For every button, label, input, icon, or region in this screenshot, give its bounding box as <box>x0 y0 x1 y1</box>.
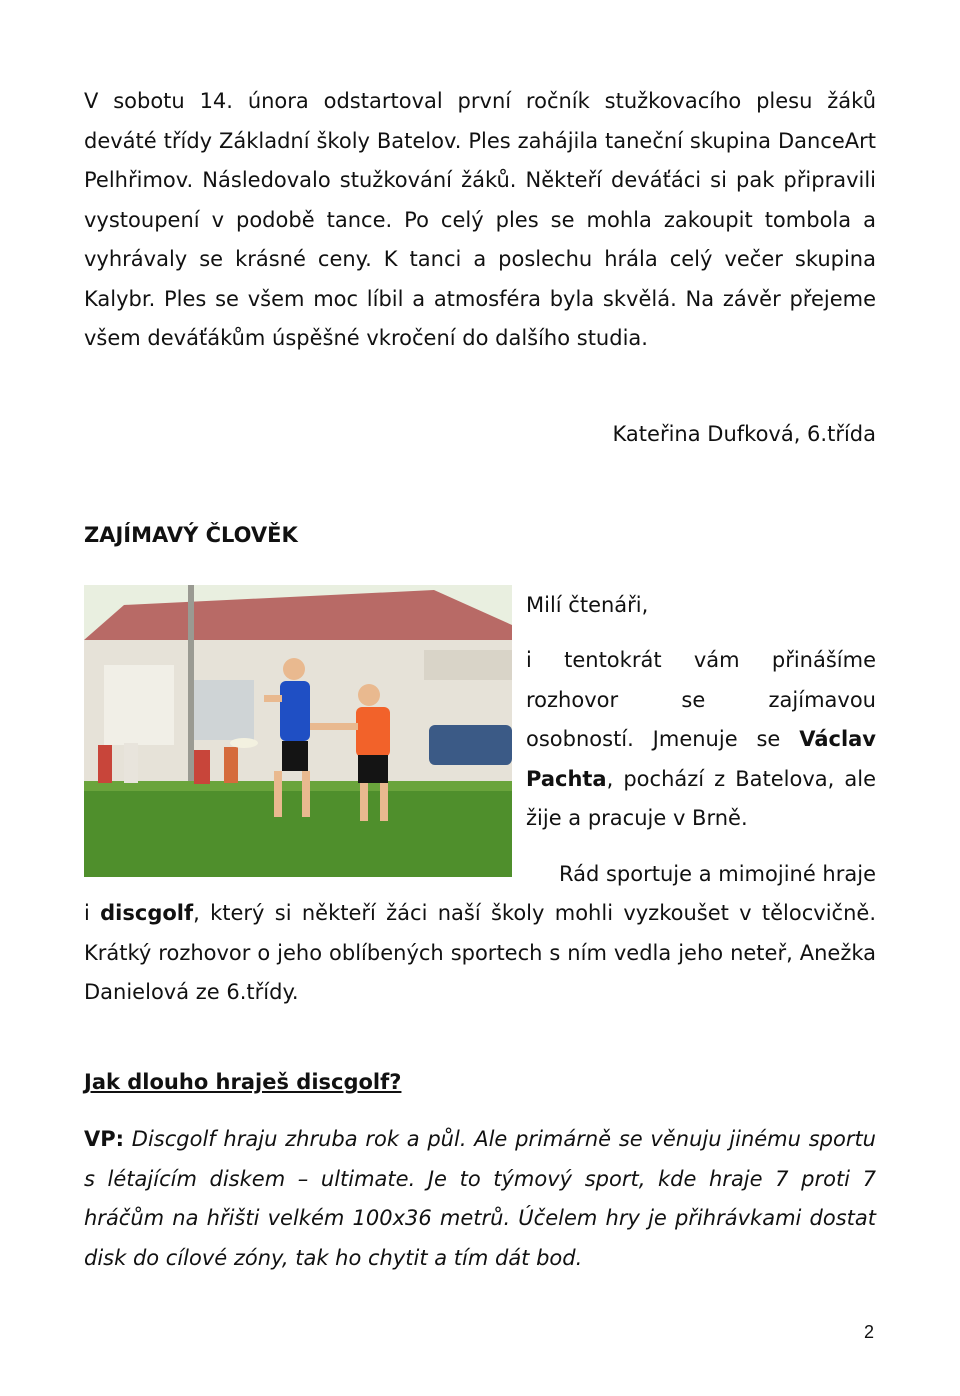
greeting: Milí čtenáři, <box>526 593 649 617</box>
article-author: Kateřina Dufková, 6.třída <box>612 422 876 446</box>
sport-rest: , který si někteří žáci naší školy mohli vyzkoušet v tělocvičně. Krátký rozhovor o jeho oblíbených sportech s ním vedla jeho neteř, Anežka Danielová ze 6.třídy. <box>84 901 876 1004</box>
article-intro: V sobotu 14. února odstartoval první ročník stužkovacího plesu žáků deváté třídy Základní školy Batelov. Ples zahájila taneční skupina DanceArt Pelhřimov. Následovalo stužkování žáků. Někteří deváťáci si pak připravili vystoupení v podobě tance. Po celý ples se mohla zakoupit tombola a vyhrávaly se krásné ceny. K tanci a poslechu hrála celý večer skupina Kalybr. Ples se všem moc líbil a atmosféra byla skvělá. Na závěr přejeme všem deváťákům úspěšné vkročení do dalšího studia. <box>84 89 876 350</box>
introduction-text-before-name: i tentokrát vám přinášíme rozhovor se zajímavou osobností. Jmenuje se <box>526 648 876 751</box>
interview-answer <box>84 1120 876 1278</box>
interview-question: Jak dlouho hraješ discgolf? <box>84 1070 402 1094</box>
introduction-text <box>526 641 876 839</box>
sport-name: discgolf <box>100 901 194 925</box>
page-number: 2 <box>864 1322 875 1342</box>
speaker-label: VP: <box>84 1127 125 1151</box>
sport-prefix: i <box>84 901 101 925</box>
introduction-text-after-name: , pochází z Batelova, ale žije a pracuje v Brně. <box>526 766 876 830</box>
answer-text: Discgolf hraju zhruba rok a půl. Ale primárně se věnuju jinému sportu s létajícím diskem – ultimate. Je to týmový sport, kde hraje 7 proti 7 hráčům na hřišti velkém 100x36 metrů. Účelem hry je přihrávkami dostat disk do cílové zóny, tak ho chytit a tím dát bod. <box>84 1127 876 1270</box>
ultimate-frisbee-photo <box>84 585 512 877</box>
sport-text <box>84 894 876 1013</box>
sport-intro: Rád sportuje a mimojiné hraje <box>558 862 876 886</box>
person-name: Václav Pachta <box>526 727 876 791</box>
section-heading: ZAJÍMAVÝ ČLOVĚK <box>84 523 298 547</box>
